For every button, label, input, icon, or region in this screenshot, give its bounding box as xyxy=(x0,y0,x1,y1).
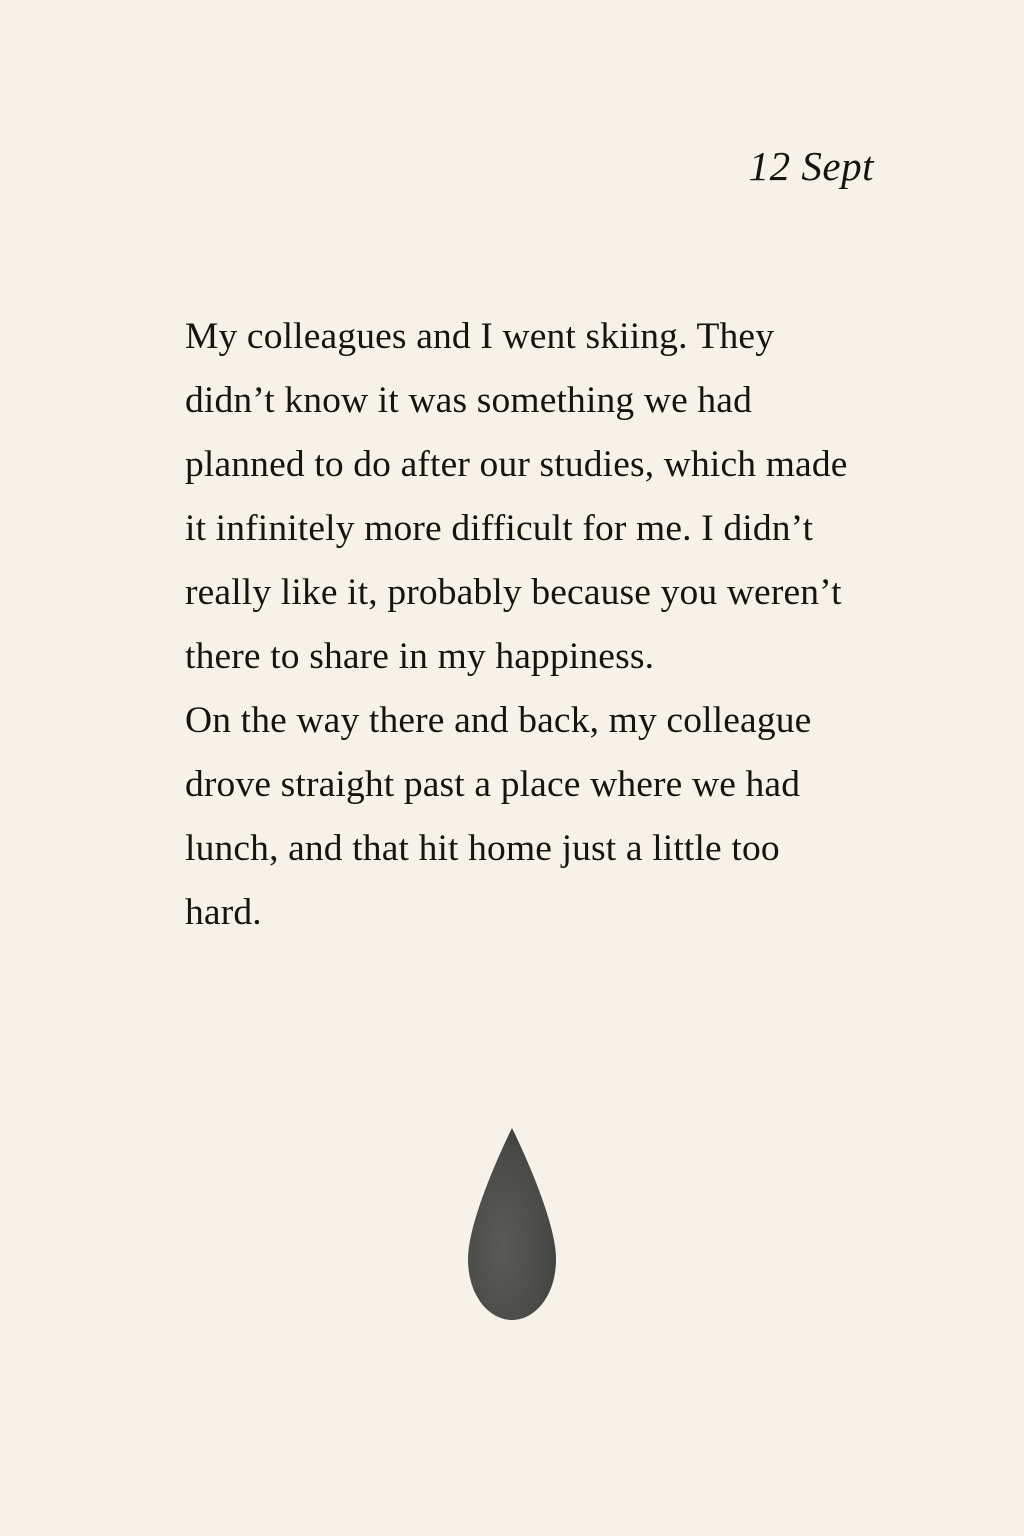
entry-paragraph-1: My colleagues and I went skiing. They didn’t know it was something we had planned to do after our studies, which made it infinitely more difficult for me. I didn’t really like it, probably because you weren’t there to share in my happiness. xyxy=(185,316,848,677)
entry-paragraph-2: On the way there and back, my colleague drove straight past a place where we had lunch, and that hit home just a little too hard. xyxy=(185,700,812,933)
teardrop-icon xyxy=(452,1120,572,1330)
ornament-container xyxy=(0,1120,1024,1330)
entry-date: 12 Sept xyxy=(748,143,874,189)
entry-text xyxy=(185,305,855,945)
